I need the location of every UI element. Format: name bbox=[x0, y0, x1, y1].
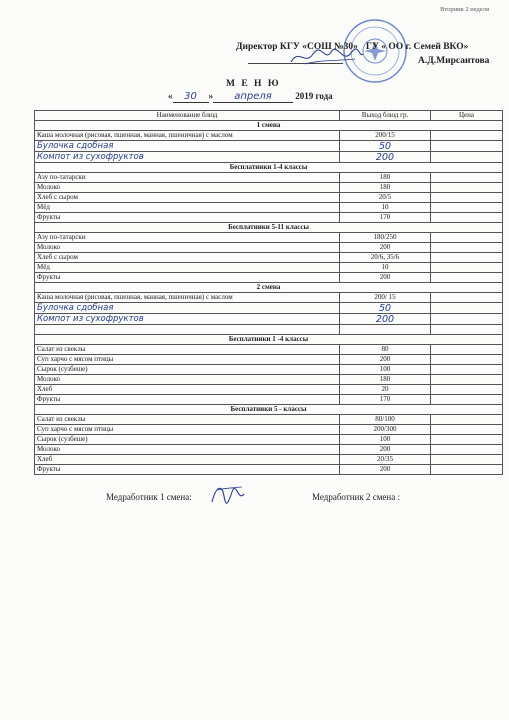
section-row bbox=[35, 121, 503, 131]
dish-row bbox=[35, 152, 503, 163]
dish-name: Хлеб с сыром bbox=[35, 193, 340, 203]
dish-price bbox=[431, 293, 503, 303]
dish-name: Фрукты bbox=[35, 213, 340, 223]
section-title bbox=[35, 335, 503, 345]
dish-price bbox=[431, 465, 503, 475]
dish-row bbox=[35, 173, 503, 183]
dish-output: 200 bbox=[340, 243, 431, 253]
dish-output: 170 bbox=[340, 213, 431, 223]
dish-name: Мёд bbox=[35, 263, 340, 273]
dish-price bbox=[431, 183, 503, 193]
dish-row bbox=[35, 273, 503, 283]
dish-output: 50 bbox=[340, 303, 431, 314]
dish-price bbox=[431, 243, 503, 253]
section-title-text: Бесплатники 1 -4 классы bbox=[228, 335, 309, 343]
dish-price bbox=[431, 263, 503, 273]
dish-output: 200/300 bbox=[340, 425, 431, 435]
dish-name: Каша молочная (рисовая, пшенная, манная, пшеничная) с маслом bbox=[35, 131, 340, 141]
dish-output: 180 bbox=[340, 173, 431, 183]
dish-price bbox=[431, 253, 503, 263]
section-row bbox=[35, 283, 503, 293]
dish-price bbox=[431, 131, 503, 141]
dish-price bbox=[431, 152, 503, 163]
section-title-text: Бесплатники 1-4 классы bbox=[229, 163, 308, 171]
menu-table bbox=[34, 110, 503, 475]
dish-row bbox=[35, 445, 503, 455]
dish-row bbox=[35, 375, 503, 385]
dish-name: Каша молочная (рисовая, пшенная, манная, пшеничная) с маслом bbox=[35, 293, 340, 303]
section-title bbox=[35, 223, 503, 233]
dish-price bbox=[431, 365, 503, 375]
dish-output bbox=[340, 325, 431, 335]
dish-name: Хлеб bbox=[35, 385, 340, 395]
date-open-quote: « bbox=[168, 91, 173, 101]
dish-row bbox=[35, 141, 503, 152]
dish-price bbox=[431, 173, 503, 183]
dish-row bbox=[35, 425, 503, 435]
medic-handwritten-signature bbox=[208, 482, 248, 508]
dish-name: Сырок (сузбеше) bbox=[35, 365, 340, 375]
section-row bbox=[35, 223, 503, 233]
dish-price bbox=[431, 345, 503, 355]
dish-row bbox=[35, 293, 503, 303]
dish-name: Молоко bbox=[35, 183, 340, 193]
section-row bbox=[35, 335, 503, 345]
dish-row bbox=[35, 415, 503, 425]
dish-row bbox=[35, 365, 503, 375]
section-title bbox=[35, 163, 503, 173]
section-title-text: Бесплатники 5 - bbox=[230, 405, 282, 413]
dish-row bbox=[35, 203, 503, 213]
menu-date bbox=[168, 91, 333, 103]
dish-output: 10 bbox=[340, 203, 431, 213]
section-title bbox=[35, 405, 503, 415]
dish-name: Молоко bbox=[35, 445, 340, 455]
dish-output: 80 bbox=[340, 345, 431, 355]
dish-output: 180/250 bbox=[340, 233, 431, 243]
column-header-output: Выход блюд гр. bbox=[340, 111, 431, 121]
dish-name: Сырок (сузбеше) bbox=[35, 435, 340, 445]
dish-price bbox=[431, 303, 503, 314]
dish-output: 170 bbox=[340, 395, 431, 405]
dish-output: 20 bbox=[340, 385, 431, 395]
section-title-suffix: классы bbox=[281, 405, 307, 413]
table-header-row bbox=[35, 111, 503, 121]
section-title bbox=[35, 283, 503, 293]
approver-name: А.Д.Мирсаитова bbox=[418, 56, 490, 66]
dish-output: 200 bbox=[340, 445, 431, 455]
dish-row bbox=[35, 455, 503, 465]
dish-name: Азу по-татарски bbox=[35, 173, 340, 183]
dish-price bbox=[431, 455, 503, 465]
blank-row bbox=[35, 325, 503, 335]
dish-row bbox=[35, 355, 503, 365]
dish-price bbox=[431, 141, 503, 152]
dish-name: Фрукты bbox=[35, 273, 340, 283]
dish-row bbox=[35, 213, 503, 223]
section-title-text: 2 смена bbox=[256, 283, 281, 291]
dish-row bbox=[35, 263, 503, 273]
dish-name bbox=[35, 325, 340, 335]
dish-price bbox=[431, 355, 503, 365]
date-year: 2019 года bbox=[295, 91, 333, 101]
date-close-quote: » bbox=[208, 91, 213, 101]
education-authority: ГУ « ОО г. Семей ВКО» bbox=[365, 42, 469, 52]
dish-name: Салат из свеклы bbox=[35, 345, 340, 355]
dish-output: 200 bbox=[340, 273, 431, 283]
dish-row bbox=[35, 395, 503, 405]
dish-name: Мёд bbox=[35, 203, 340, 213]
dish-output: 100 bbox=[340, 435, 431, 445]
week-day-note: Вторник 2 неделя bbox=[440, 6, 489, 13]
dish-row bbox=[35, 465, 503, 475]
dish-row bbox=[35, 385, 503, 395]
dish-name: Компот из сухофруктов bbox=[35, 152, 340, 163]
dish-price bbox=[431, 314, 503, 325]
dish-name: Булочка сдобная bbox=[35, 141, 340, 152]
column-header-price: Цена bbox=[431, 111, 503, 121]
dish-output: 20/35 bbox=[340, 455, 431, 465]
medic-shift-2-label: Медработник 2 смена : bbox=[312, 492, 400, 502]
dish-output: 80/100 bbox=[340, 415, 431, 425]
director-title: Директор КГУ «СОШ №30» bbox=[236, 42, 358, 52]
dish-name: Компот из сухофруктов bbox=[35, 314, 340, 325]
dish-price bbox=[431, 435, 503, 445]
menu-table-body bbox=[35, 121, 503, 475]
dish-output: 180 bbox=[340, 183, 431, 193]
dish-price bbox=[431, 385, 503, 395]
dish-name: Хлеб с сыром bbox=[35, 253, 340, 263]
dish-price bbox=[431, 213, 503, 223]
dish-name: Фрукты bbox=[35, 465, 340, 475]
dish-price bbox=[431, 395, 503, 405]
dish-output: 100 bbox=[340, 365, 431, 375]
dish-name: Молоко bbox=[35, 375, 340, 385]
dish-price bbox=[431, 415, 503, 425]
dish-row bbox=[35, 131, 503, 141]
date-day: 30 bbox=[173, 91, 209, 103]
dish-row bbox=[35, 253, 503, 263]
date-month: апреля bbox=[213, 91, 293, 103]
section-row bbox=[35, 405, 503, 415]
dish-name: Булочка сдобная bbox=[35, 303, 340, 314]
dish-row bbox=[35, 193, 503, 203]
dish-price bbox=[431, 325, 503, 335]
section-title-text: Бесплатники 5-11 классы bbox=[228, 223, 309, 231]
dish-output: 50 bbox=[340, 141, 431, 152]
dish-row bbox=[35, 183, 503, 193]
dish-row bbox=[35, 314, 503, 325]
dish-price bbox=[431, 445, 503, 455]
dish-output: 180 bbox=[340, 375, 431, 385]
dish-output: 200 bbox=[340, 465, 431, 475]
dish-output: 200 bbox=[340, 314, 431, 325]
dish-output: 200 bbox=[340, 152, 431, 163]
dish-price bbox=[431, 375, 503, 385]
dish-name: Молоко bbox=[35, 243, 340, 253]
dish-output: 10 bbox=[340, 263, 431, 273]
dish-row bbox=[35, 435, 503, 445]
dish-name: Фрукты bbox=[35, 395, 340, 405]
dish-name: Суп харчо с мясом птицы bbox=[35, 425, 340, 435]
dish-row bbox=[35, 243, 503, 253]
dish-price bbox=[431, 273, 503, 283]
dish-row bbox=[35, 233, 503, 243]
section-row bbox=[35, 163, 503, 173]
dish-price bbox=[431, 425, 503, 435]
dish-price bbox=[431, 203, 503, 213]
dish-price bbox=[431, 193, 503, 203]
section-title-text: 1 смена bbox=[256, 121, 281, 129]
dish-name: Суп харчо с мясом птицы bbox=[35, 355, 340, 365]
dish-output: 200 bbox=[340, 355, 431, 365]
dish-output: 20/5 bbox=[340, 193, 431, 203]
dish-name: Хлеб bbox=[35, 455, 340, 465]
dish-output: 200/ 15 bbox=[340, 293, 431, 303]
dish-row bbox=[35, 345, 503, 355]
column-header-dish: Наименование блюд bbox=[35, 111, 340, 121]
section-title bbox=[35, 121, 503, 131]
dish-output: 200/15 bbox=[340, 131, 431, 141]
dish-row bbox=[35, 303, 503, 314]
dish-name: Салат из свеклы bbox=[35, 415, 340, 425]
menu-title: М Е Н Ю bbox=[226, 79, 281, 89]
medic-shift-1-label: Медработник 1 смена: bbox=[106, 492, 192, 502]
dish-price bbox=[431, 233, 503, 243]
director-handwritten-signature bbox=[285, 44, 365, 68]
dish-output: 20/6, 35/6 bbox=[340, 253, 431, 263]
dish-name: Азу по-татарски bbox=[35, 233, 340, 243]
